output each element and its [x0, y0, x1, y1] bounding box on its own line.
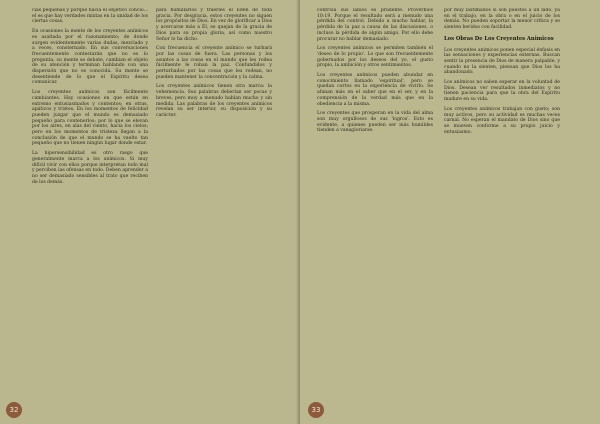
- section-title: Los Obras De Los Creyentes Animicos: [444, 35, 554, 42]
- paragraph: Los anímicos no saben esperar en la voluntad de Dios. Desean ver resultados inmediatos y no tienen paciencia para que la obra del Espíritu madure en su vida.: [444, 80, 560, 103]
- right-column-2: [444, 8, 560, 404]
- page-number: 33: [308, 402, 324, 418]
- paragraph: En ocasiones la mente de los creyentes anímicos es asaltada por el razonamiento; de donde surgen evidentemente varias dudas, mezclado y a veces, consternado. En sus conversaciones frecuentemente contestarán que no es lo pregunta, su mente se debate, cambian el objeto de su atención y terminan hablando con una dispersión que no es conocida. Su mente se desentiende de lo que el Espíritu desea comunicar.: [32, 29, 148, 86]
- paragraph: para humillarlos y traerles el Edén de toda gracia. Por desgracia, estos creyentes no siguen los propósitos de Dios. En vez de glorificar a Dios y acercarse más a Él, se quejan de la gracia de Dios para su propia gloria, así como nuestro Señor lo ha dicho.: [156, 8, 272, 42]
- paragraph: Los creyentes que prosperan en la vida del alma son muy orgullosos de sus 'logros'. Esto es evidente, a quienes pueden ser más humildes tienden a vanagloriarse.: [317, 111, 433, 134]
- paragraph: Los creyentes anímicos se permiten también el 'deseo de lo propio'. Lo que son frecuentemente gobernados por los deseos del yo, el gusto propio, la ambición y otros sentimientos.: [317, 46, 433, 69]
- page-number: 32: [6, 402, 22, 418]
- paragraph: La hipersensibilidad es otro rasgo que generalmente marca a los anímicos. Si muy difícil vivir con ellos porque interpretan todo mal y perciben las ofensas en todo. Deben aprender a no ser demasiado sensibles al trato que reciben de los demás.: [32, 151, 148, 185]
- paragraph: por muy lastimados si son puestos a un lado, ya en el trabajo, en la obra o en el juicio de los demás. No pueden soportar la menor crítica y se sienten heridos con facilidad.: [444, 8, 560, 31]
- paragraph: Los creyentes anímicos ponen especial énfasis en las sensaciones y experiencias externas. Buscan sentir la presencia de Dios de manera palpable, y cuando no la sienten, piensan que Dios los ha abandonado.: [444, 47, 560, 76]
- right-column-1: [317, 8, 433, 404]
- paragraph: Los creyentes anímicos trabajan con gusto; son muy activos, pero su actividad es muchas veces carnal. No esperan el mandato de Dios sino que se mueven conforme a su propio juicio y entusiasmo.: [444, 106, 560, 135]
- paragraph: controla sus labios es prudente. Proverbios 10:19. Porque el resultado será a menudo una pérdida del control. Debido a mucho hablar, la pérdida de la paz a causa de las discusiones, o incluso la pérdida de algún amigo. Por ello debe procurar no hablar demasiado.: [317, 8, 433, 42]
- paragraph: Los creyentes anímicos son fácilmente cambiantes. Hay ocasiones en que están en extremo entusiasmados y contentos; en otras, apáticos y tristes. En los momentos de felicidad pueden juzgar que el mundo es demasiado pequeño para contenerlos; por lo que se elevan por los aires, en alas del viento, hacia los cielos; pero en los momentos de tristeza llegan a la conclusión de que el mundo se ha vuelto tan pequeño que no tienen ningún lugar donde estar.: [32, 90, 148, 147]
- paragraph: Con frecuencia el creyente anímico se turbará por las cosas de fuera. Las personas y los asuntos a las cosas en el mundo que les rodea fácilmente le roban la paz. Confundidos y perturbados por las cosas que les rodean, no pueden mantener la concentración y la calma.: [156, 46, 272, 80]
- paragraph: cias pequeñas y porque hacía el objetivo concio... el es que hay verdades mixtas en la unidad de los ciertas cosas.: [32, 8, 148, 25]
- left-column-1: [32, 8, 148, 404]
- paragraph: Los creyentes anímicos pueden abundar en conocimiento llamado 'espiritual', pero se quedan cortos en la experiencia de vivirlo. Se afanan más en el saber que en el ser, y en la comprensión de la verdad más que en la obediencia a la misma.: [317, 73, 433, 107]
- right-page: [300, 0, 600, 424]
- paragraph: Los creyentes anímicos tienen otra marca: la vehemencia. Sus palabras deberían ser pocas y breves, pero muy a menudo hablan mucho y sin medida. Las palabras de los creyentes anímicos revelan su ser interior, su disposición y su carácter.: [156, 84, 272, 118]
- left-column-2: [156, 8, 272, 404]
